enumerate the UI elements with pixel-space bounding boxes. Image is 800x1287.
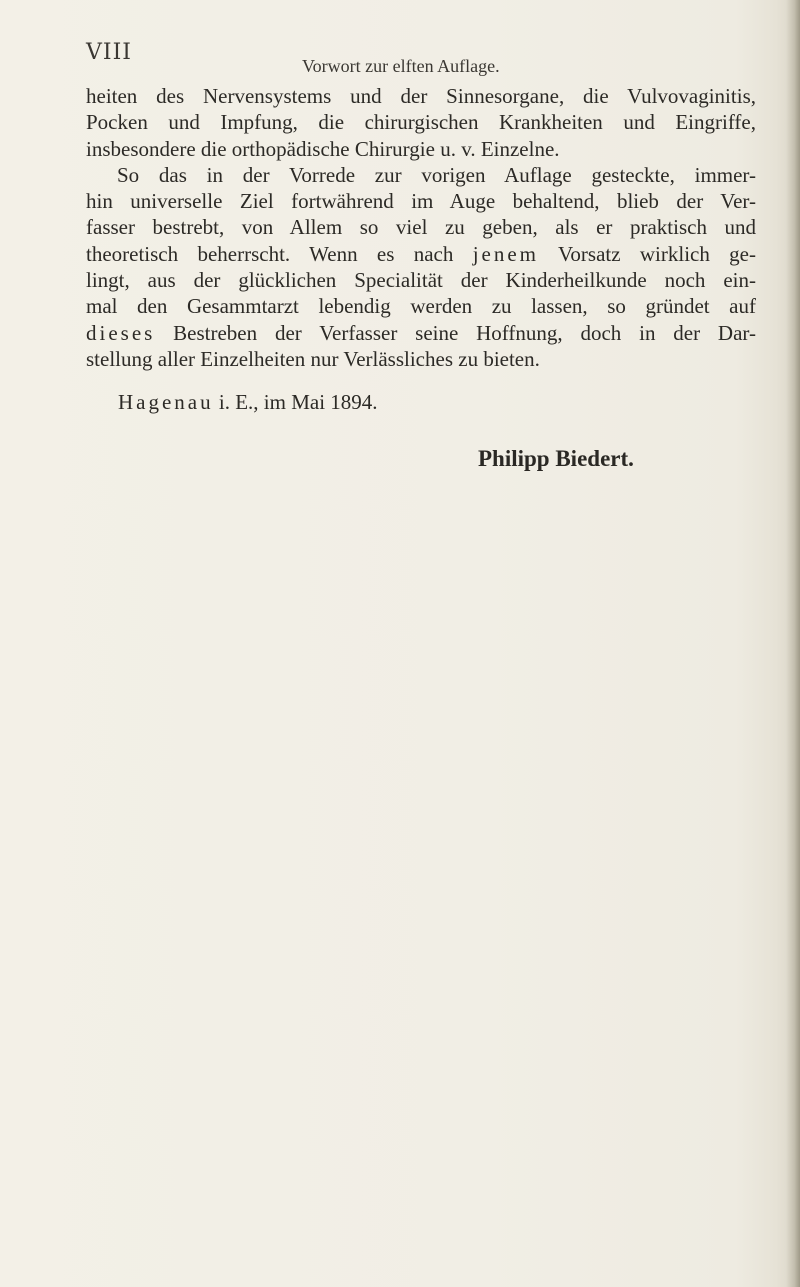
text-line: fasser bestrebt, von Allem so viel zu geben, als er praktisch und: [86, 215, 756, 240]
text-segment: Bestreben der Verfasser seine Hoffnung, doch in der Dar-: [173, 320, 756, 345]
text-line: [86, 241, 756, 267]
text-line: So das in der Vorrede zur vorigen Auflage gesteckte, immer-: [117, 162, 756, 187]
page-number: VIII: [86, 40, 132, 65]
text-line: heiten des Nervensystems und der Sinnesorgane, die Vulvovaginitis,: [86, 84, 756, 108]
text-line: insbesondere die orthopädische Chirurgie u. v. Einzelne.: [86, 136, 560, 161]
text-segment: Vorsatz wirklich ge-: [557, 241, 756, 266]
running-title: Vorwort zur elften Auflage.: [302, 56, 500, 76]
place-date-line: [118, 390, 378, 415]
text-segment: theoretisch beherrscht. Wenn es nach: [86, 241, 454, 266]
body-text: [86, 83, 756, 372]
date-text: i. E., im Mai 1894.: [218, 390, 378, 414]
text-line: stellung aller Einzelheiten nur Verlässliches zu bieten.: [86, 346, 540, 371]
text-line: mal den Gesammtarzt lebendig werden zu lassen, so gründet auf: [86, 294, 756, 319]
text-line: hin universelle Ziel fortwährend im Auge behaltend, blieb der Ver-: [86, 189, 756, 214]
place-name: Hagenau: [118, 390, 214, 414]
emphasized-word: jenem: [472, 241, 539, 266]
page-edge-shadow: [786, 0, 800, 1287]
text-line: lingt, aus der glücklichen Specialität der Kinderheilkunde noch ein-: [86, 268, 756, 293]
emphasized-word: dieses: [86, 320, 156, 345]
text-line: Pocken und Impfung, die chirurgischen Krankheiten und Eingriffe,: [86, 110, 756, 135]
author-signature: Philipp Biedert.: [478, 446, 634, 471]
text-line: [86, 320, 756, 346]
